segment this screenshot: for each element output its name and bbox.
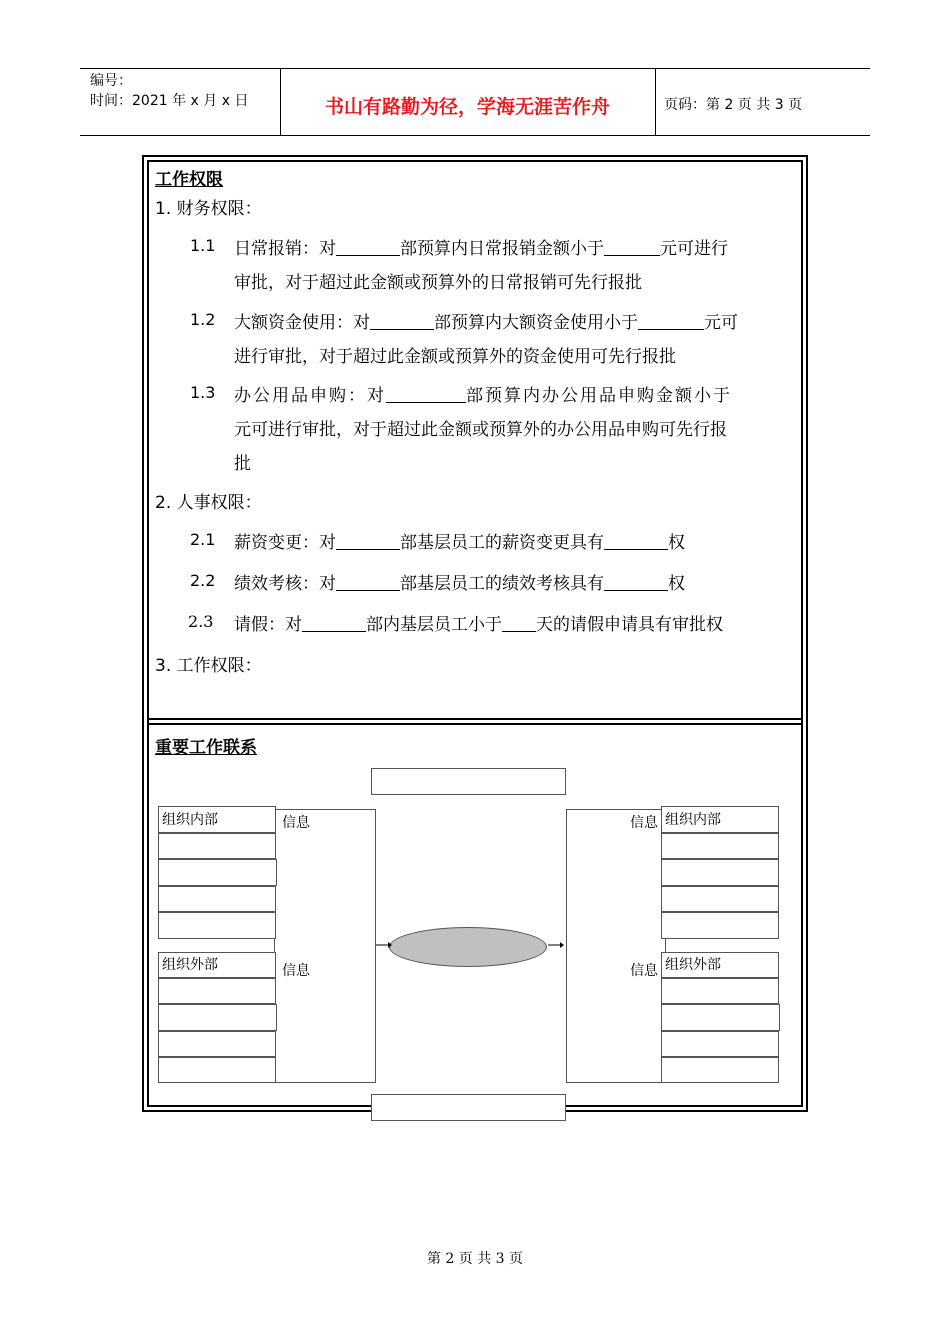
info-label: 信息 [630,815,658,831]
item-number: 1.3 [190,383,216,402]
internal-org-label: 组织内部 [665,812,721,828]
blank-field [336,573,400,591]
blank-field [336,238,400,256]
work-heading: 3. 工作权限： [155,656,262,676]
section-separator [147,718,801,720]
item-number: 2.1 [190,530,216,549]
item-text: 部内基层员工小于 [366,615,502,635]
header-page-label: 页码：第 2 页 共 3 页 [664,97,803,113]
finance-heading: 1. 财务权限： [155,199,262,219]
info-label: 信息 [630,963,658,979]
blank-field [604,532,668,550]
item-text: 部预算内办公用品申购金额小于 [466,386,732,406]
item-text: 日常报销：对 [234,239,336,259]
external-org-label: 组织外部 [162,957,218,973]
document-date-label: 时间：2021 年 x 月 x 日 [90,93,249,109]
hr-item-line [234,528,685,553]
blank-field [386,385,466,403]
left-external-cell [158,1031,276,1057]
left-internal-cell [158,859,277,886]
item-number: 1.2 [190,310,216,329]
finance-item-line: 审批，对于超过此金额或预算外的日常报销可先行报批 [234,273,642,293]
item-text: 办公用品申购：对 [234,386,386,406]
right-internal-cell [661,833,779,859]
authority-section-title: 工作权限 [155,170,223,190]
right-external-cell [661,1004,780,1031]
header-bottom-rule [80,135,870,136]
item-text: 权 [668,533,685,553]
item-text: 请假：对 [234,615,302,635]
header-motto: 书山有路勤为径，学海无涯苦作舟 [324,96,610,118]
item-number: 1.1 [190,236,216,255]
left-external-cell [158,1004,277,1031]
left-external-cell [158,978,276,1004]
hr-item-line [234,610,723,635]
finance-item-line [234,234,728,259]
finance-item-line: 元可进行审批，对于超过此金额或预算外的办公用品申购可先行报 [234,420,727,440]
item-text: 权 [668,574,685,594]
header-divider [655,68,656,135]
right-internal-cell [661,886,779,912]
internal-org-label: 组织内部 [162,812,218,828]
item-text: 薪资变更：对 [234,533,336,553]
item-number: 2.2 [190,571,216,590]
bottom-box [371,1094,566,1121]
finance-item-line [234,308,738,333]
hr-item-line [234,569,685,594]
blank-field [336,532,400,550]
right-info-panel [566,809,666,1083]
finance-item-line [234,381,732,406]
left-internal-cell [158,833,276,859]
left-info-panel [274,809,376,1083]
blank-field [604,573,668,591]
blank-field [302,614,366,632]
right-external-cell [661,978,779,1004]
top-box [371,768,566,795]
external-org-label: 组织外部 [665,957,721,973]
right-internal-cell [661,912,779,939]
left-internal-cell [158,912,276,939]
document-number-label: 编号： [90,73,132,89]
item-text: 元可进行 [660,239,728,259]
item-text: 天的请假申请具有审批权 [536,615,723,635]
section-separator [147,723,801,725]
item-text: 部预算内大额资金使用小于 [434,313,638,333]
right-external-cell [661,1057,779,1083]
right-external-cell [661,1031,779,1057]
right-internal-cell [661,859,779,886]
relations-section-title: 重要工作联系 [155,738,257,758]
finance-item-line: 批 [234,454,251,474]
item-text: 部基层员工的薪资变更具有 [400,533,604,553]
hr-heading: 2. 人事权限： [155,493,262,513]
item-text: 绩效考核：对 [234,574,336,594]
info-label: 信息 [282,815,310,831]
item-text: 部预算内日常报销金额小于 [400,239,604,259]
left-external-cell [158,1057,276,1083]
item-text: 部基层员工的绩效考核具有 [400,574,604,594]
blank-field [502,614,536,632]
blank-field [638,312,704,330]
item-number: 2.3 [188,612,214,631]
header-top-rule [80,68,870,69]
finance-item-line: 进行审批，对于超过此金额或预算外的资金使用可先行报批 [234,347,676,367]
connector-arrows [372,938,568,952]
blank-field [370,312,434,330]
item-text: 元可 [704,313,738,333]
blank-field [604,238,660,256]
item-text: 大额资金使用：对 [234,313,370,333]
info-label: 信息 [282,963,310,979]
page-footer: 第 2 页 共 3 页 [426,1251,524,1267]
left-internal-cell [158,886,276,912]
